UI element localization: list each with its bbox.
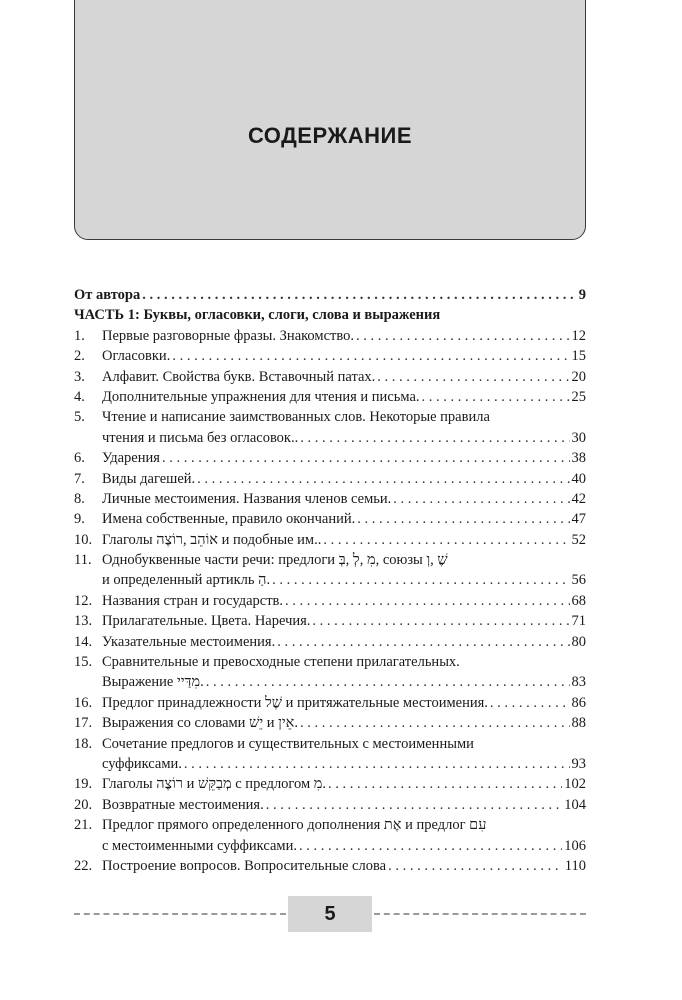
toc-number: 2. — [74, 348, 85, 365]
toc-title: Первые разговорные фразы. Знакомство. — [102, 327, 354, 344]
toc-page-number: 102 — [564, 776, 586, 793]
toc-number: 11. — [74, 552, 92, 569]
toc-title: Предлог принадлежности שֶׁל и притяжательные местоимения. — [102, 694, 488, 711]
toc-row — [74, 307, 586, 327]
toc-number: 1. — [74, 327, 85, 344]
toc-page-number: 15 — [571, 348, 586, 365]
toc-number: 20. — [74, 796, 93, 813]
toc-title: Построение вопросов. Вопросительные слова — [102, 857, 387, 874]
toc-title: От автора — [74, 287, 141, 303]
toc-page-number: 110 — [564, 857, 586, 874]
toc-row — [74, 430, 586, 450]
toc-row — [74, 776, 586, 796]
toc-leader-dots — [388, 858, 563, 875]
toc-title: Ударения — [102, 450, 160, 467]
toc-leader-dots — [272, 572, 569, 589]
toc-title: Сочетание предлогов и существительных с местоименными — [102, 735, 474, 752]
toc-leader-dots — [422, 389, 570, 406]
toc-number: 3. — [74, 368, 85, 385]
toc-row — [74, 491, 586, 511]
toc-row — [74, 471, 586, 491]
toc-title: Выражения со словами יֵשׁ и אֵין. — [102, 715, 298, 732]
toc-number: 13. — [74, 613, 93, 630]
toc-title: Глаголы רוֹצֶה и מְבַקֵּשׁ с предлогом מִ. — [102, 776, 327, 793]
toc-leader-dots — [377, 369, 569, 386]
toc-row — [74, 369, 586, 389]
toc-row — [74, 756, 586, 776]
page-number: 5 — [288, 896, 372, 932]
toc-leader-dots — [300, 715, 570, 732]
toc-page-number: 104 — [564, 796, 586, 813]
toc-title: Огласовки. — [102, 348, 171, 365]
toc-title: с местоименными суффиксами. — [102, 837, 297, 854]
toc-row — [74, 511, 586, 531]
toc-page-number: 56 — [571, 572, 586, 589]
toc-row — [74, 654, 586, 674]
toc-page-number: 20 — [571, 368, 586, 385]
toc-row — [74, 715, 586, 735]
toc-page-number: 30 — [571, 429, 586, 446]
toc-number: 14. — [74, 633, 93, 650]
toc-row — [74, 389, 586, 409]
toc-title: Дополнительные упражнения для чтения и письма. — [102, 388, 420, 405]
toc-part-heading: ЧАСТЬ 1: Буквы, огласовки, слоги, слова и выражения — [74, 307, 441, 324]
toc-row — [74, 287, 586, 307]
toc-title: и определенный артикль הַ. — [102, 572, 271, 589]
toc-leader-dots — [197, 471, 569, 488]
footer-dashed-line-left — [74, 913, 286, 915]
toc-row — [74, 634, 586, 654]
toc-number: 22. — [74, 857, 93, 874]
toc-number: 19. — [74, 776, 93, 793]
toc-number: 4. — [74, 388, 85, 405]
toc-title: Сравнительные и превосходные степени прилагательных. — [102, 654, 460, 671]
toc-leader-dots — [357, 511, 569, 528]
toc-page-number: 68 — [571, 592, 586, 609]
toc-page-number: 52 — [571, 531, 586, 548]
toc-title: Названия стран и государств. — [102, 592, 284, 609]
page-title: СОДЕРЖАНИЕ — [247, 123, 413, 148]
toc-page-number: 40 — [571, 470, 586, 487]
toc-title: Указательные местоимения. — [102, 633, 276, 650]
toc-title: Чтение и написание заимствованных слов. Некоторые правила — [102, 409, 490, 426]
toc-title: Глаголы אוֹהֵב ,רוֹצֶה и подобные им.. — [102, 531, 322, 548]
toc-row — [74, 695, 586, 715]
toc-row — [74, 613, 586, 633]
toc-title: Возвратные местоимения. — [102, 796, 264, 813]
toc-row — [74, 450, 586, 470]
toc-number: 16. — [74, 694, 93, 711]
toc-page-number: 106 — [564, 837, 586, 854]
toc-leader-dots — [206, 674, 570, 691]
toc-row — [74, 674, 586, 694]
toc-page-number: 47 — [571, 511, 586, 528]
toc-row — [74, 532, 586, 552]
toc-title: чтения и письма без огласовок.. — [102, 429, 299, 446]
toc-title: Однобуквенные части речи: предлоги מִ ,לְ ,בְּ, союзы שֶׁ ,וְ — [102, 552, 448, 569]
toc-number: 17. — [74, 715, 93, 732]
toc-row — [74, 572, 586, 592]
toc-title: Имена собственные, правило окончаний. — [102, 511, 356, 528]
toc-number: 21. — [74, 817, 93, 834]
toc-page-number: 42 — [571, 490, 586, 507]
toc-leader-dots — [162, 450, 570, 467]
toc-leader-dots — [184, 756, 570, 773]
toc-leader-dots — [312, 613, 569, 630]
toc-number: 15. — [74, 654, 93, 671]
toc-number: 12. — [74, 592, 93, 609]
toc-row — [74, 409, 586, 429]
toc-page-number: 38 — [571, 450, 586, 467]
toc-leader-dots — [172, 348, 569, 365]
toc-leader-dots — [277, 634, 569, 651]
toc-page-number: 80 — [571, 633, 586, 650]
toc-number: 18. — [74, 735, 93, 752]
toc-number: 5. — [74, 409, 85, 426]
toc-title: Личные местоимения. Названия членов семьи. — [102, 490, 392, 507]
toc-leader-dots — [393, 491, 569, 508]
toc-number: 8. — [74, 490, 85, 507]
toc-page-number: 71 — [571, 613, 586, 630]
toc-title: Виды дагешей. — [102, 470, 196, 487]
toc-row — [74, 817, 586, 837]
toc-page-number: 25 — [571, 388, 586, 405]
toc-title: Предлог прямого определенного дополнения אֶת и предлог עִם — [102, 817, 487, 834]
toc-page-number: 12 — [571, 327, 586, 344]
toc-page-number: 9 — [578, 287, 586, 303]
toc-page-number: 88 — [571, 715, 586, 732]
toc-number: 9. — [74, 511, 85, 528]
toc-leader-dots — [356, 328, 570, 345]
toc-title: суффиксами. — [102, 755, 182, 772]
toc-page-number: 86 — [571, 694, 586, 711]
toc-row — [74, 797, 586, 817]
toc-row — [74, 593, 586, 613]
toc-title: Выражение מִדַּיי. — [102, 674, 204, 691]
toc-leader-dots — [323, 532, 569, 549]
toc-page-number: 93 — [571, 755, 586, 772]
toc-title: Прилагательные. Цвета. Наречия. — [102, 613, 311, 630]
toc-title: Алфавит. Свойства букв. Вставочный патах. — [102, 368, 376, 385]
toc-row — [74, 858, 586, 878]
toc-number: 7. — [74, 470, 85, 487]
toc-number: 6. — [74, 450, 85, 467]
toc-row — [74, 552, 586, 572]
header-box — [74, 0, 586, 240]
table-of-contents — [74, 287, 586, 878]
toc-row — [74, 328, 586, 348]
toc-number: 10. — [74, 531, 93, 548]
toc-page-number: 83 — [571, 674, 586, 691]
footer-dashed-line-right — [374, 913, 586, 915]
page-footer — [74, 896, 586, 932]
toc-leader-dots — [490, 695, 570, 712]
toc-row — [74, 736, 586, 756]
toc-leader-dots — [266, 797, 563, 814]
toc-leader-dots — [299, 838, 562, 855]
toc-row — [74, 348, 586, 368]
toc-row — [74, 838, 586, 858]
toc-leader-dots — [328, 776, 562, 793]
toc-leader-dots — [142, 287, 577, 304]
toc-leader-dots — [300, 430, 569, 447]
toc-leader-dots — [285, 593, 569, 610]
